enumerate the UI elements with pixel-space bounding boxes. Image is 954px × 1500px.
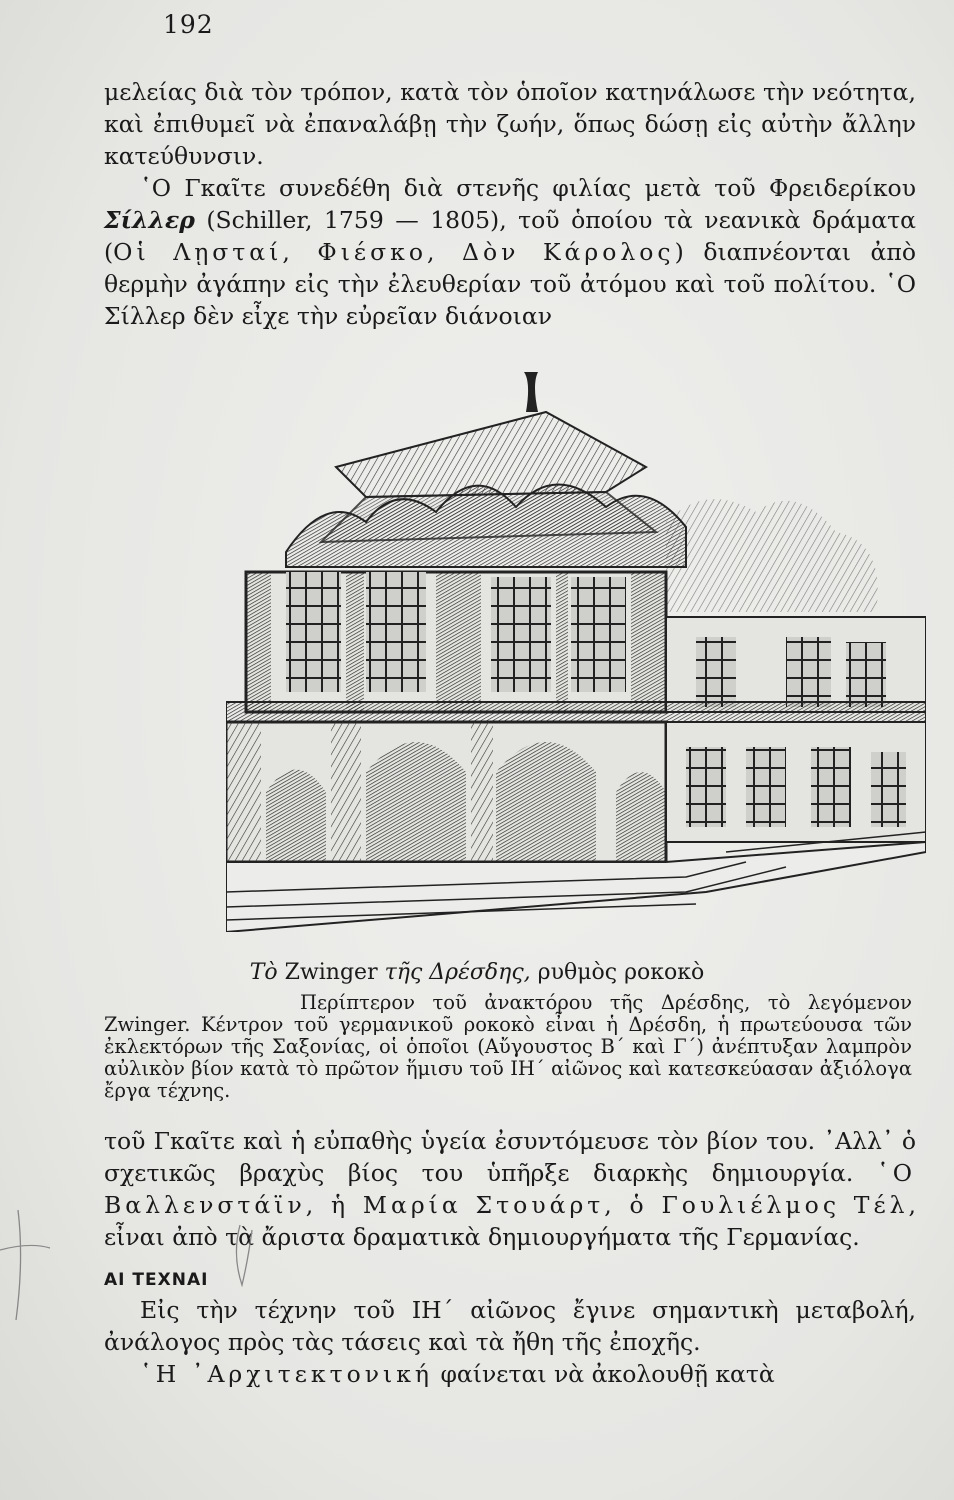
paragraph-architecture [104, 1358, 916, 1390]
caption-text: τῆς Δρέσδης, [384, 960, 531, 985]
zwinger-illustration [226, 372, 926, 932]
text-span: ῾Ο Γκαῖτε συνεδέθη διὰ στενῆς φιλίας μετὰ τοῦ Φρειδερίκου [140, 174, 916, 202]
text-span: τοῦ Γκαῖτε καὶ ἡ εὐπαθὴς ὑγεία ἐσυντόμευσε τὸν βίον του. ᾿Αλλ᾿ ὁ σχετικῶς βραχὺς βίος του ὑπῆρξε διαρκὴς δημιουργία. [104, 1127, 916, 1187]
paragraph-works [104, 1125, 916, 1253]
section-heading: ΑΙ ΤΕΧΝΑΙ [104, 1270, 209, 1290]
caption-text: Τὸ [249, 960, 278, 985]
schiller-plays: Οἱ Λῃσταί, Φιέσκο, Δὸν Κάρολος [113, 238, 675, 266]
bottom-text [104, 1125, 916, 1253]
figure-caption-title [0, 960, 954, 985]
text-span: , εἶναι ἀπὸ τὰ ἄριστα δραματικὰ δημιουργήματα τῆς Γερμανίας. [104, 1191, 916, 1251]
paragraph-schiller [104, 172, 916, 332]
paragraph-continuation: μελείας διὰ τὸν τρόπον, κατὰ τὸν ὁποῖον κατηνάλωσε τὴν νεότητα, καὶ ἐπιθυμεῖ νὰ ἐπαναλάβῃ τὴν ζωήν, ὅπως δώσῃ εἰς αὐτὴν ἄλλην κατεύθυνσιν. [104, 78, 916, 170]
text-span: ) διαπνέονται ἀπὸ θερμὴν ἀγάπην εἰς τὴν ἐλευθερίαν τοῦ ἀτόμου καὶ τοῦ πολίτου. ῾Ο Σίλλερ δὲν εἶχε τὴν εὐρεῖαν διάνοιαν [104, 238, 916, 330]
schiller-works: ῾Ο Βαλλενστάϊν, ἡ Μαρία Στουάρτ, ὁ Γουλιέλμος Τέλ [104, 1159, 916, 1219]
paragraph-arts: Εἰς τὴν τέχνην τοῦ ΙΗ΄ αἰῶνος ἔγινε σημαντικὴ μεταβολή, ἀνάλογος πρὸς τὰς τάσεις καὶ τὰ ἤθη τῆς ἐποχῆς. [104, 1296, 916, 1356]
caption-text: Zwinger [284, 960, 378, 985]
figure-caption-description [104, 992, 912, 1102]
top-text [104, 76, 916, 332]
section-text [104, 1294, 916, 1390]
schiller-name: Σίλλερ [104, 206, 195, 234]
architecture-term: ῾Η ᾿Αρχιτεκτονική [140, 1360, 433, 1388]
text-span: φαίνεται νὰ ἀκολουθῇ κατὰ [432, 1360, 775, 1388]
caption-text: ρυθμὸς ροκοκὸ [537, 960, 705, 985]
page-number: 192 [163, 10, 214, 39]
caption-description-text: Περίπτερον τοῦ ἀνακτόρου τῆς Δρέσδης, τὸ λεγόμενον Zwinger. Κέντρον τοῦ γερμανικοῦ ροκοκὸ εἶναι ἡ Δρέσδη, ἡ πρωτεύουσα τῶν ἐκλεκτόρων τῆς Σαξονίας, οἱ ὁποῖοι (Αὔγουστος Β΄ καὶ Γ΄) ἀνέπτυξαν λαμπρὸν αὐλικὸν βίον κατὰ τὸ πρῶτον ἥμισυ τοῦ ΙΗ΄ αἰῶνος καὶ κατεσκεύασαν ἀξιόλογα ἔργα τέχνης. [104, 991, 912, 1102]
text-span: (Schiller, 1759 — 1805), τοῦ ὁποίου τὰ νεανικὰ δράματα ( [104, 206, 916, 266]
